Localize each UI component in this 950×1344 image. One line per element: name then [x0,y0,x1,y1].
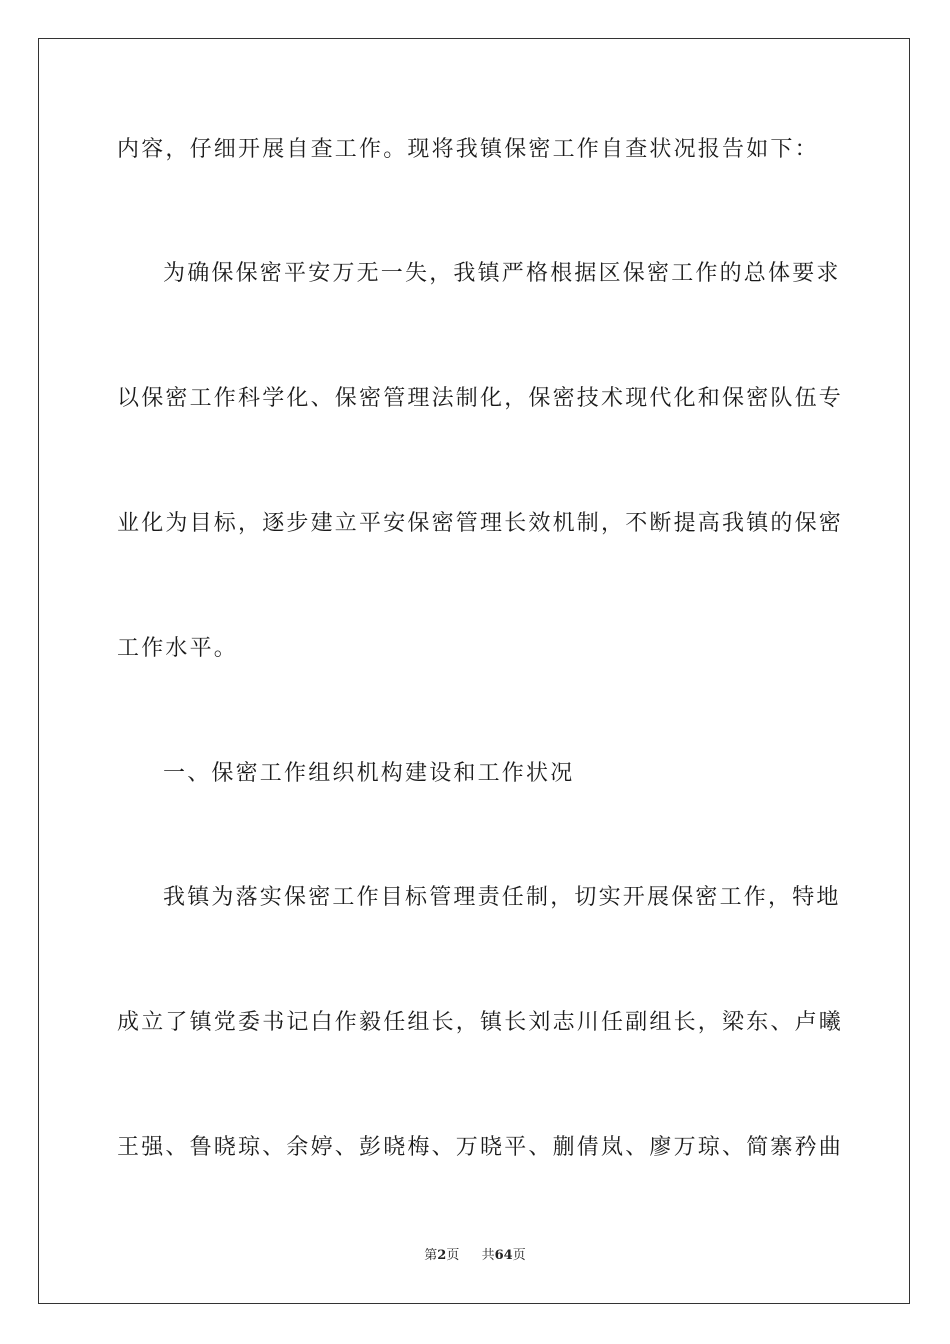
section-heading: 一、保密工作组织机构建设和工作状况 [163,761,575,786]
total-pages: 64 [494,1248,513,1263]
page-prefix: 第 [424,1248,438,1263]
body-line-2: 为确保保密平安万无一失，我镇严格根据区保密工作的总体要求 [163,261,841,286]
body-line-7: 我镇为落实保密工作目标管理责任制，切实开展保密工作，特地 [163,885,841,910]
page-footer [0,1247,950,1265]
total-pages-label [482,1247,526,1265]
page-number-label [424,1247,459,1265]
body-line-8: 成立了镇党委书记白作毅任组长，镇长刘志川任副组长，梁东、卢曦 [117,1010,844,1035]
total-prefix: 共 [481,1248,495,1263]
page-suffix: 页 [446,1248,460,1263]
body-line-9: 王强、鲁晓琼、余婷、彭晓梅、万晓平、蒯倩岚、廖万琼、简寨矜曲 [117,1135,844,1160]
body-line-5: 工作水平。 [117,636,239,661]
body-line-1: 内容，仔细开展自查工作。现将我镇保密工作自查状况报告如下： [117,137,819,162]
body-line-3: 以保密工作科学化、保密管理法制化，保密技术现代化和保密队伍专 [117,386,844,411]
total-suffix: 页 [512,1248,526,1263]
page-number: 2 [437,1248,447,1263]
body-line-4: 业化为目标，逐步建立平安保密管理长效机制，不断提高我镇的保密 [117,511,844,536]
page-border [38,38,910,1304]
